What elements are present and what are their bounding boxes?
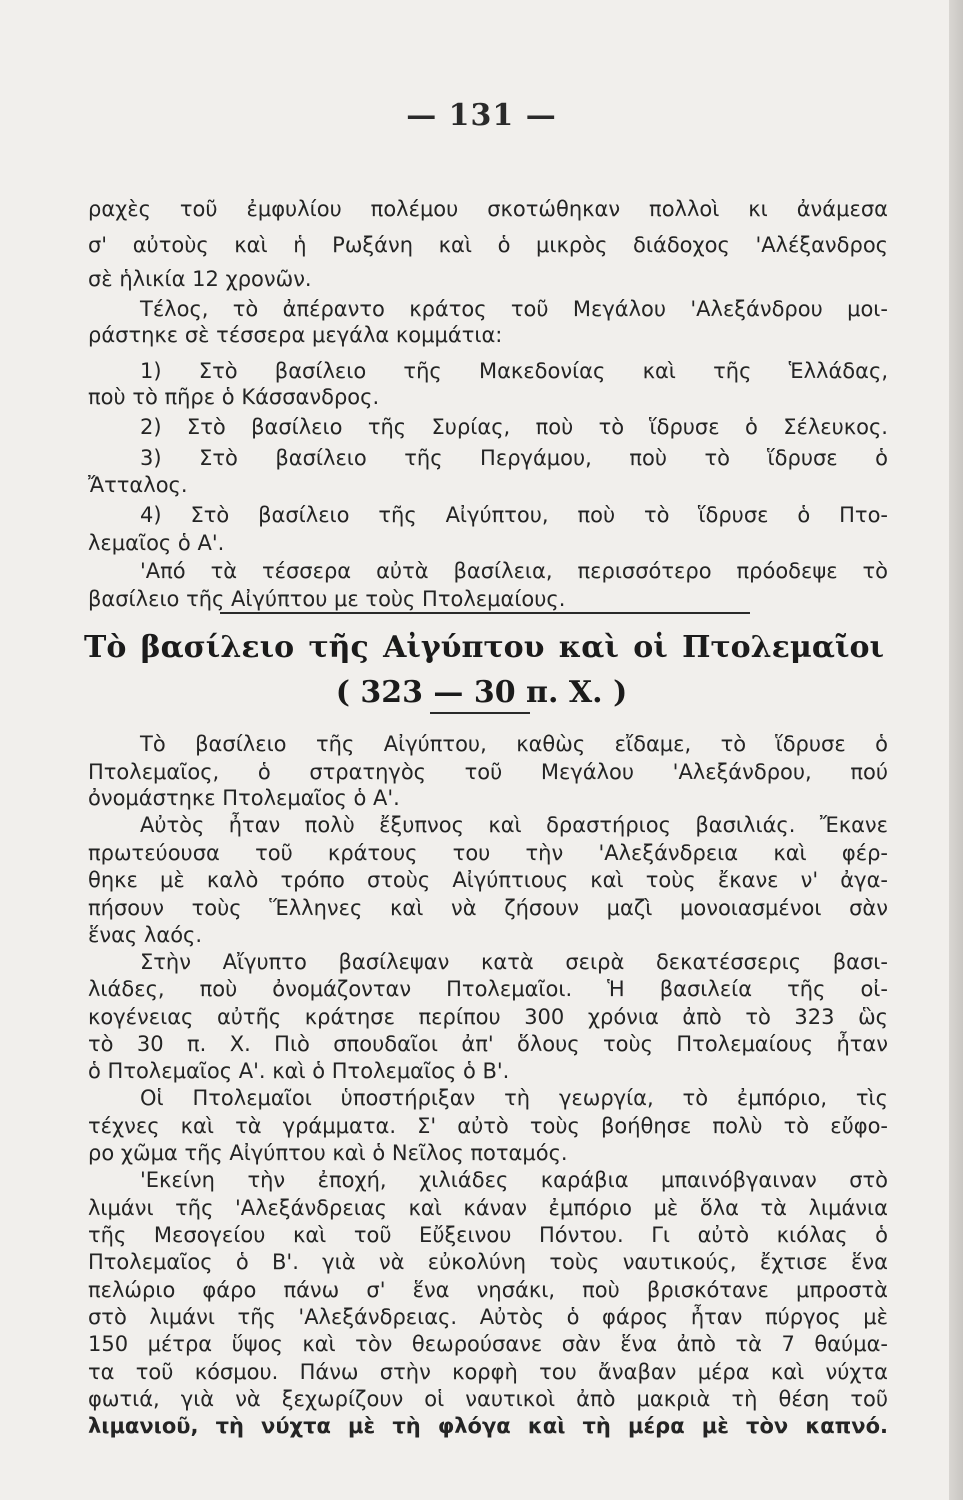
section-heading: Τὸ βασίλειο τῆς Αἰγύπτου καὶ οἱ Πτολεμαῖοι <box>84 630 884 665</box>
text-line: ραχὲς τοῦ ἐμφυλίου πολέμου σκοτώθηκαν πολλοὶ κι ἀνάμεσα <box>88 197 888 221</box>
text-line: Πτολεμαῖος ὁ Β'. γιὰ νὰ εὐκολύνη τοὺς ναυτικούς, ἔχτισε ἕνα <box>88 1250 888 1274</box>
text-line: ὀνομάστηκε Πτολεμαῖος ὁ Α'. <box>88 786 400 810</box>
text-line: Αὐτὸς ἦταν πολὺ ἔξυπνος καὶ δραστήριος βασιλιάς. Ἔκανε <box>140 813 888 837</box>
text-line: λιάδες, ποὺ ὀνομάζονταν Πτολεμαῖοι. Ἡ βασιλεία τῆς οἰ- <box>88 977 888 1001</box>
text-line: Στὴν Αἴγυπτο βασίλεψαν κατὰ σειρὰ δεκατέσσερις βασι- <box>140 950 888 974</box>
page-number: — 131 — <box>406 98 557 133</box>
text-line: Οἱ Πτολεμαῖοι ὑποστήριξαν τὴ γεωργία, τὸ ἐμπόριο, τὶς <box>140 1086 888 1110</box>
text-line: σὲ ἡλικία 12 χρονῶν. <box>88 267 312 291</box>
text-line: ράστηκε σὲ τέσσερα μεγάλα κομμάτια: <box>88 323 503 347</box>
text-line: πρωτεύουσα τοῦ κράτους του τὴν 'Αλεξάνδρεια καὶ φέρ- <box>88 841 888 865</box>
text-line: ρο χῶμα τῆς Αἰγύπτου καὶ ὁ Νεῖλος ποταμός. <box>88 1141 568 1165</box>
text-line: κογένειας αὐτῆς κράτησε περίπου 300 χρόνια ἀπὸ τὸ 323 ὣς <box>88 1005 888 1029</box>
text-line: τὸ 30 π. Χ. Πιὸ σπουδαῖοι ἀπ' ὅλους τοὺς Πτολεμαίους ἦταν <box>88 1032 888 1056</box>
text-line: θηκε μὲ καλὸ τρόπο στοὺς Αἰγύπτιους καὶ τοὺς ἔκανε ν' ἀγα- <box>88 868 888 892</box>
text-line: φωτιά, γιὰ νὰ ξεχωρίζουν οἱ ναυτικοὶ ἀπὸ μακριὰ τὴ θέση τοῦ <box>88 1387 888 1411</box>
text-line: ἕνας λαός. <box>88 923 203 947</box>
text-line: 1) Στὸ βασίλειο τῆς Μακεδονίας καὶ τῆς Ἑλλάδας, <box>140 359 888 383</box>
text-line: βασίλειο τῆς Αἰγύπτου με τοὺς Πτολεμαίους. <box>88 587 566 611</box>
text-line: ποὺ τὸ πῆρε ὁ Κάσσανδρος. <box>88 385 380 409</box>
text-line: 2) Στὸ βασίλειο τῆς Συρίας, ποὺ τὸ ἵδρυσε ὁ Σέλευκος. <box>140 415 888 439</box>
short-rule <box>430 712 530 714</box>
section-subheading: ( 323 — 30 π. Χ. ) <box>335 675 628 710</box>
text-line: σ' αὐτοὺς καὶ ἡ Ρωξάνη καὶ ὁ μικρὸς διάδοχος 'Αλέξανδρος <box>88 233 888 257</box>
text-line: 3) Στὸ βασίλειο τῆς Περγάμου, ποὺ τὸ ἵδρυσε ὁ <box>140 446 888 470</box>
text-line: τα τοῦ κόσμου. Πάνω στὴν κορφὴ του ἄναβαν μέρα καὶ νύχτα <box>88 1360 888 1384</box>
text-line: λιμανιοῦ, τὴ νύχτα μὲ τὴ φλόγα καὶ τὴ μέρα μὲ τὸν καπνό. <box>88 1414 888 1438</box>
text-line: 'Από τὰ τέσσερα αὐτὰ βασίλεια, περισσότερο πρόοδεψε τὸ <box>140 559 888 583</box>
divider-rule <box>220 612 750 614</box>
text-line: λεμαῖος ὁ Α'. <box>88 531 225 555</box>
text-line: Πτολεμαῖος, ὁ στρατηγὸς τοῦ Μεγάλου 'Αλεξάνδρου, πού <box>88 760 888 784</box>
text-line: στὸ λιμάνι τῆς 'Αλεξάνδρειας. Αὐτὸς ὁ φάρος ἦταν πύργος μὲ <box>88 1305 888 1329</box>
text-line: 'Εκείνη τὴν ἐποχή, χιλιάδες καράβια μπαινόβγαιναν στὸ <box>140 1168 888 1192</box>
text-line: Τὸ βασίλειο τῆς Αἰγύπτου, καθὼς εἴδαμε, τὸ ἵδρυσε ὁ <box>140 732 888 756</box>
text-line: τῆς Μεσογείου καὶ τοῦ Εὔξεινου Πόντου. Γι αὐτὸ κιόλας ὁ <box>88 1223 888 1247</box>
text-line: πήσουν τοὺς Ἕλληνες καὶ νὰ ζήσουν μαζὶ μονοιασμένοι σὰν <box>88 896 888 920</box>
text-line: Τέλος, τὸ ἀπέραντο κράτος τοῦ Μεγάλου 'Αλεξάνδρου μοι- <box>140 297 888 321</box>
text-line: λιμάνι τῆς 'Αλεξάνδρειας καὶ κάναν ἐμπόριο μὲ ὅλα τὰ λιμάνια <box>88 1196 888 1220</box>
text-line: 4) Στὸ βασίλειο τῆς Αἰγύπτου, ποὺ τὸ ἵδρυσε ὁ Πτο- <box>140 503 888 527</box>
text-line: 150 μέτρα ὕψος καὶ τὸν θεωρούσανε σὰν ἕνα ἀπὸ τὰ 7 θαύμα- <box>88 1332 888 1356</box>
page-edge <box>949 0 963 1500</box>
text-line: τέχνες καὶ τὰ γράμματα. Σ' αὐτὸ τοὺς βοήθησε πολὺ τὸ εὔφο- <box>88 1114 888 1138</box>
text-line: ὁ Πτολεμαῖος Α'. καὶ ὁ Πτολεμαῖος ὁ Β'. <box>88 1059 510 1083</box>
text-line: Ἄτταλος. <box>88 473 188 497</box>
text-line: πελώριο φάρο πάνω σ' ἕνα νησάκι, ποὺ βρισκότανε μπροστὰ <box>88 1278 888 1302</box>
